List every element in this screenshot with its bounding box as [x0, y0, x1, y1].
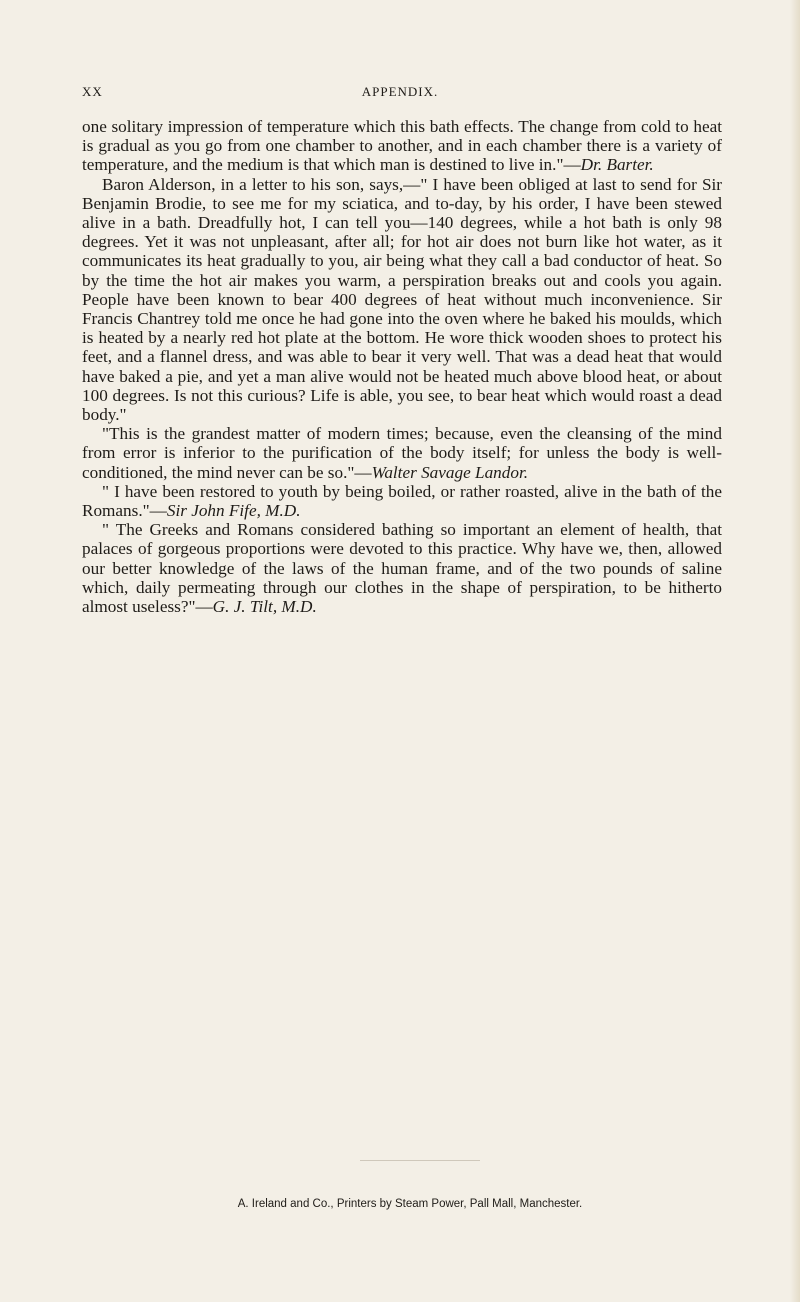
- paragraph-text: Baron Alderson, in a letter to his son, says,—" I have been obliged at last to send for Sir Benjamin Brodie, to see me for my sciatica, and to-day, by his order, I have been stewed alive in a bath. Dreadfully hot, I can tell you—140 degrees, while a hot bath is only 98 degrees. Yet it was not unpleasant, after all; for hot air does not burn like hot water, as it communicates its heat gradually to you, air being what they call a bad conductor of heat. So by the time the hot air makes you warm, a perspiration breaks out and cools you again. People have been known to bear 400 degrees of heat without much inconvenience. Sir Francis Chantrey told me once he had gone into the oven where he baked his moulds, which is heated by a nearly red hot plate at the bottom. He wore thick wooden shoes to protect his feet, and a flannel dress, and was able to bear it very well. That was a dead heat that would have baked a pie, and yet a man alive would not be heated much above blood heat, or about 100 degrees. Is not this curious? Life is able, you see, to bear heat which would roast a dead body.": [82, 174, 722, 425]
- page-edge-shadow: [790, 0, 800, 1302]
- paragraph-text: " I have been restored to youth by being boiled, or rather roasted, alive in the bath of the Romans."—: [82, 481, 722, 521]
- attribution: Dr. Barter.: [580, 155, 654, 175]
- paragraph-barter: [82, 117, 722, 175]
- page-number: XX: [82, 84, 103, 99]
- paragraph-text: one solitary impression of temperature which this bath effects. The change from cold to heat is gradual as you go from one chamber to another, and in each chamber there is a variety of temperature, and the medium is that which man is destined to live in."—: [82, 117, 722, 175]
- attribution: Sir John Fife, M.D.: [166, 501, 301, 521]
- body-text: [82, 117, 722, 616]
- paragraph-tilt: [82, 520, 722, 616]
- paragraph-text: " The Greeks and Romans considered bathing so important an element of health, that palaces of gorgeous proportions were devoted to this practice. Why have we, then, allowed our better knowledge of the laws of the human frame, and of the two pounds of saline which, daily permeating through our clothes in the shape of perspiration, to be hitherto almost useless?"—: [82, 520, 722, 617]
- printer-imprint: A. Ireland and Co., Printers by Steam Power, Pall Mall, Manchester.: [237, 1198, 583, 1210]
- attribution: Walter Savage Landor.: [371, 462, 529, 482]
- footer-divider: [360, 1160, 480, 1161]
- paragraph-text: "This is the grandest matter of modern times; because, even the cleansing of the mind from error is inferior to the purification of the body itself; for unless the body is well-conditioned, the mind never can be so."—: [82, 424, 722, 482]
- page-header: [82, 84, 718, 106]
- running-head: APPENDIX.: [361, 84, 439, 99]
- paragraph-alderson: [82, 175, 722, 425]
- paragraph-landor: [82, 424, 722, 482]
- attribution: G. J. Tilt, M.D.: [212, 597, 317, 617]
- paragraph-fife: [82, 482, 722, 520]
